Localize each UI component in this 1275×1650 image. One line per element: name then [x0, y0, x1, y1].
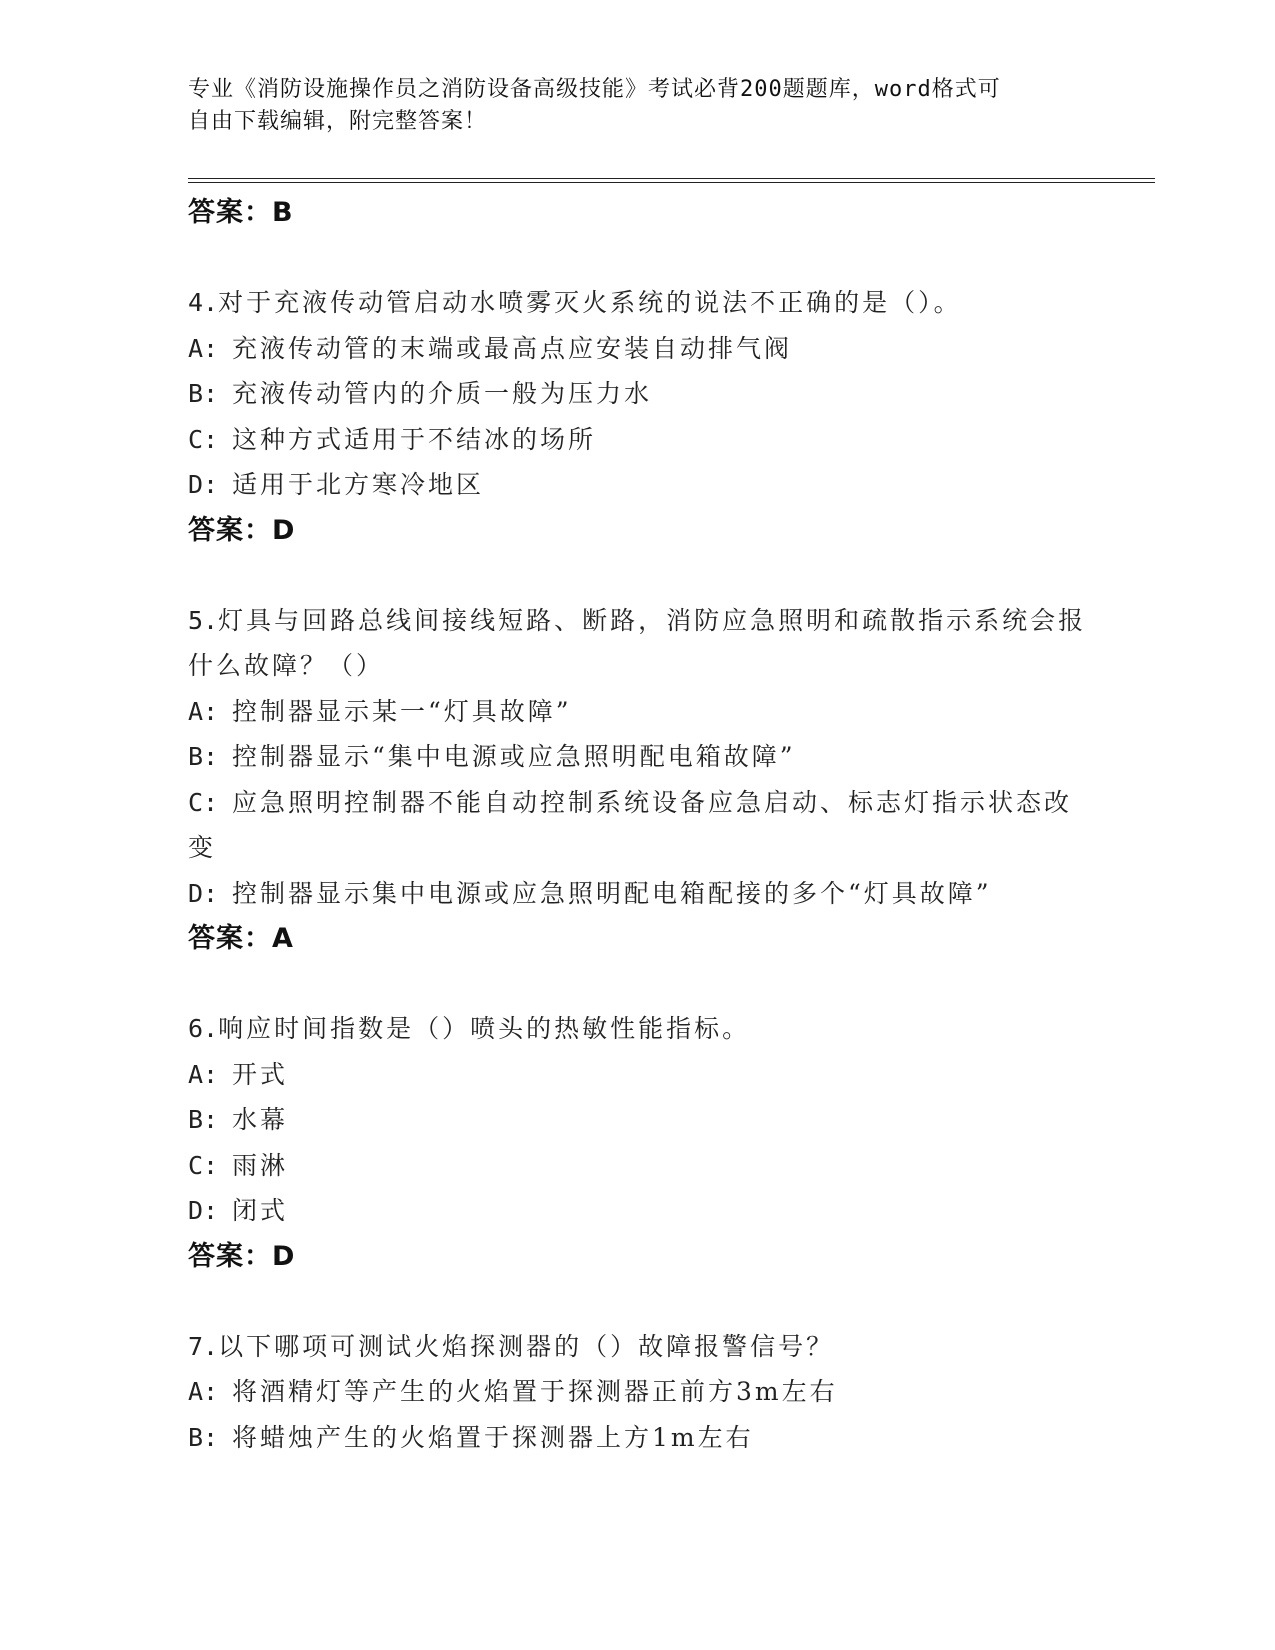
- option-letter: C:: [188, 787, 219, 817]
- header-divider-top: [188, 178, 1155, 179]
- option-letter: A:: [188, 333, 219, 363]
- header-divider-bottom: [188, 182, 1155, 183]
- question-text: [188, 598, 1088, 689]
- answer-value: B: [272, 197, 294, 228]
- option-letter: A:: [188, 696, 219, 726]
- question-number: 7.: [188, 1331, 219, 1361]
- option-letter: A:: [188, 1377, 219, 1406]
- option-c: [188, 417, 1088, 463]
- question-number: 6.: [188, 1014, 219, 1043]
- option-b: [188, 1415, 1088, 1461]
- option-text: 这种方式适用于不结冰的场所: [232, 424, 597, 454]
- header-line-2: 自由下载编辑，附完整答案！: [188, 109, 488, 134]
- answer-prefix: 答案：: [188, 1240, 272, 1272]
- header-line-1: 专业《消防设施操作员之消防设备高级技能》考试必背200题题库，word格式可: [188, 77, 1001, 102]
- option-text: 开式: [232, 1059, 289, 1089]
- question-body: 以下哪项可测试火焰探测器的（）故障报警信号？: [218, 1331, 835, 1361]
- option-letter: A:: [188, 1059, 219, 1089]
- answer-line: [188, 508, 1088, 554]
- question-body: 对于充液传动管启动水喷雾灭火系统的说法不正确的是（）。: [218, 288, 962, 317]
- option-letter: B:: [188, 1105, 219, 1134]
- option-b: [188, 1097, 1088, 1143]
- option-a: [188, 689, 1088, 735]
- answer-prefix: 答案：: [188, 923, 272, 954]
- answer-value: A: [272, 923, 294, 954]
- question-block: [188, 1324, 1088, 1461]
- option-text: 水幕: [232, 1105, 289, 1134]
- option-a: [188, 1369, 1088, 1415]
- answer-value: D: [272, 1240, 296, 1272]
- question-block: [188, 1006, 1088, 1280]
- option-d: [188, 462, 1088, 508]
- option-letter: D:: [188, 1196, 219, 1225]
- question-body: 灯具与回路总线间接线短路、断路，消防应急照明和疏散指示系统会报什么故障？（）: [188, 605, 1087, 680]
- option-letter: C:: [188, 424, 219, 454]
- question-list: [188, 190, 1088, 1460]
- option-text: 将酒精灯等产生的火焰置于探测器正前方3m左右: [232, 1377, 838, 1406]
- option-text: 闭式: [232, 1196, 289, 1225]
- option-text: 将蜡烛产生的火焰置于探测器上方1m左右: [232, 1422, 754, 1452]
- answer-line: [188, 1234, 1088, 1280]
- spacer: [188, 962, 1088, 1006]
- option-a: [188, 1052, 1088, 1098]
- option-text: 控制器显示集中电源或应急照明配电箱配接的多个“灯具故障”: [232, 878, 992, 908]
- option-c: [188, 780, 1088, 871]
- option-text: 控制器显示某一“灯具故障”: [232, 696, 572, 726]
- spacer: [188, 236, 1088, 280]
- option-b: [188, 371, 1088, 417]
- option-text: 充液传动管的末端或最高点应安装自动排气阀: [232, 333, 793, 363]
- question-number: 5.: [188, 605, 219, 635]
- document-header: [188, 74, 1088, 138]
- option-d: [188, 1188, 1088, 1234]
- option-letter: C:: [188, 1150, 219, 1180]
- option-letter: B:: [188, 379, 219, 408]
- option-text: 控制器显示“集中电源或应急照明配电箱故障”: [232, 742, 796, 771]
- answer-value: D: [272, 514, 296, 546]
- spacer: [188, 1280, 1088, 1324]
- option-a: [188, 326, 1088, 372]
- option-letter: B:: [188, 1422, 219, 1452]
- option-c: [188, 1143, 1088, 1189]
- answer-prefix: 答案：: [188, 197, 272, 228]
- option-text: 雨淋: [232, 1150, 289, 1180]
- answer-prefix: 答案：: [188, 514, 272, 546]
- question-text: [188, 280, 1088, 326]
- answer-line: [188, 916, 1088, 962]
- option-letter: D:: [188, 470, 219, 499]
- option-letter: D:: [188, 878, 219, 908]
- spacer: [188, 554, 1088, 598]
- option-text: 充液传动管内的介质一般为压力水: [232, 379, 653, 408]
- option-b: [188, 734, 1088, 780]
- question-body: 响应时间指数是（）喷头的热敏性能指标。: [218, 1014, 751, 1043]
- question-number: 4.: [188, 288, 219, 317]
- option-letter: B:: [188, 742, 219, 771]
- option-d: [188, 871, 1088, 917]
- question-text: [188, 1006, 1088, 1052]
- option-text: 应急照明控制器不能自动控制系统设备应急启动、标志灯指示状态改变: [188, 787, 1073, 862]
- question-block: [188, 598, 1088, 963]
- question-block: [188, 280, 1088, 554]
- question-text: [188, 1324, 1088, 1370]
- option-text: 适用于北方寒冷地区: [232, 470, 485, 499]
- answer-line: [188, 190, 1088, 236]
